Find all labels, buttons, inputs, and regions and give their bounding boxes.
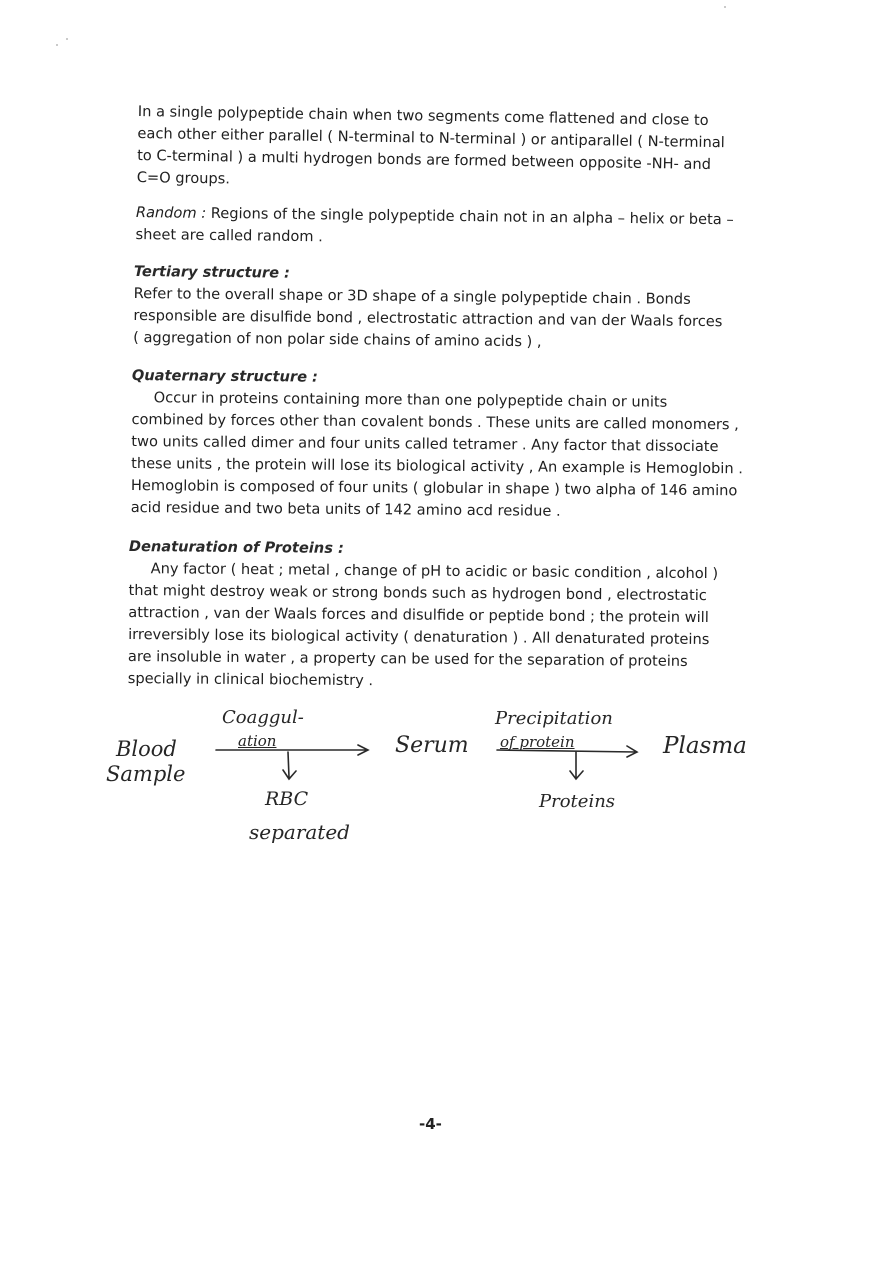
text-line: responsible are disulfide bond , electrostatic attraction and van der Waals forces bbox=[133, 306, 723, 331]
handwritten-proteins: Proteins bbox=[539, 791, 616, 812]
handwritten-coagulation-bottom: ation bbox=[238, 732, 277, 750]
random-term: Random : bbox=[135, 203, 207, 222]
text-line: acid residue and two beta units of 142 amino acd residue . bbox=[130, 498, 561, 520]
text-line: In a single polypeptide chain when two segments come flattened and close to bbox=[137, 102, 709, 129]
handwritten-separated: separated bbox=[249, 820, 350, 844]
text-line: Refer to the overall shape or 3D shape of a single polypeptide chain . Bonds bbox=[133, 284, 691, 308]
text-line: Occur in proteins containing more than one polypeptide chain or units bbox=[153, 389, 668, 411]
text-line: that might destroy weak or strong bonds such as hydrogen bond , electrostatic bbox=[128, 581, 707, 605]
handwritten-plasma: Plasma bbox=[663, 733, 747, 759]
arrow-to-proteins bbox=[570, 752, 583, 779]
handwritten-serum: Serum bbox=[395, 733, 469, 758]
text-line: ( aggregation of non polar side chains of amino acids ) , bbox=[133, 328, 542, 351]
text-line: specially in clinical biochemistry . bbox=[127, 669, 374, 690]
text-line: these units , the protein will lose its biological activity , An example is Hemoglobin . bbox=[131, 454, 743, 478]
handwritten-rbc: RBC bbox=[265, 788, 309, 810]
text-line: Hemoglobin is composed of four units ( globular in shape ) two alpha of 146 amino bbox=[130, 476, 738, 500]
text-line: combined by forces other than covalent bonds . These units are called monomers , bbox=[131, 410, 739, 434]
text-line: are insoluble in water , a property can be used for the separation of proteins bbox=[127, 647, 688, 670]
handwritten-of-protein: of protein bbox=[500, 733, 575, 751]
section-heading: Tertiary structure : bbox=[133, 262, 291, 282]
text-line: C=O groups. bbox=[136, 168, 231, 188]
handwritten-precipitation: Precipitation bbox=[495, 708, 613, 729]
section-heading: Quaternary structure : bbox=[131, 366, 319, 386]
text-line: Any factor ( heat ; metal , change of pH to acidic or basic condition , alcohol ) bbox=[150, 560, 719, 583]
text-line: to C-terminal ) a multi hydrogen bonds are formed between opposite -NH- and bbox=[137, 146, 712, 174]
random-text: Regions of the single polypeptide chain not in an alpha – helix or beta – bbox=[206, 204, 734, 229]
text-line: sheet are called random . bbox=[135, 225, 323, 246]
handwritten-sample: Sample bbox=[106, 762, 186, 786]
handwritten-coagulation-top: Coaggul- bbox=[222, 707, 304, 728]
page-number: -4- bbox=[419, 1115, 442, 1133]
section-heading: Denaturation of Proteins : bbox=[128, 537, 344, 557]
handwritten-blood: Blood bbox=[116, 737, 177, 761]
text-line: two units called dimer and four units called tetramer . Any factor that dissociate bbox=[131, 432, 719, 456]
text-line: irreversibly lose its biological activity ( denaturation ) . All denaturated proteins bbox=[128, 625, 710, 649]
text-line: each other either parallel ( N-terminal to N-terminal ) or antiparallel ( N-terminal bbox=[137, 124, 725, 152]
arrow-to-rbc bbox=[283, 752, 296, 779]
text-line: attraction , van der Waals forces and disulfide or peptide bond ; the protein will bbox=[128, 603, 709, 627]
